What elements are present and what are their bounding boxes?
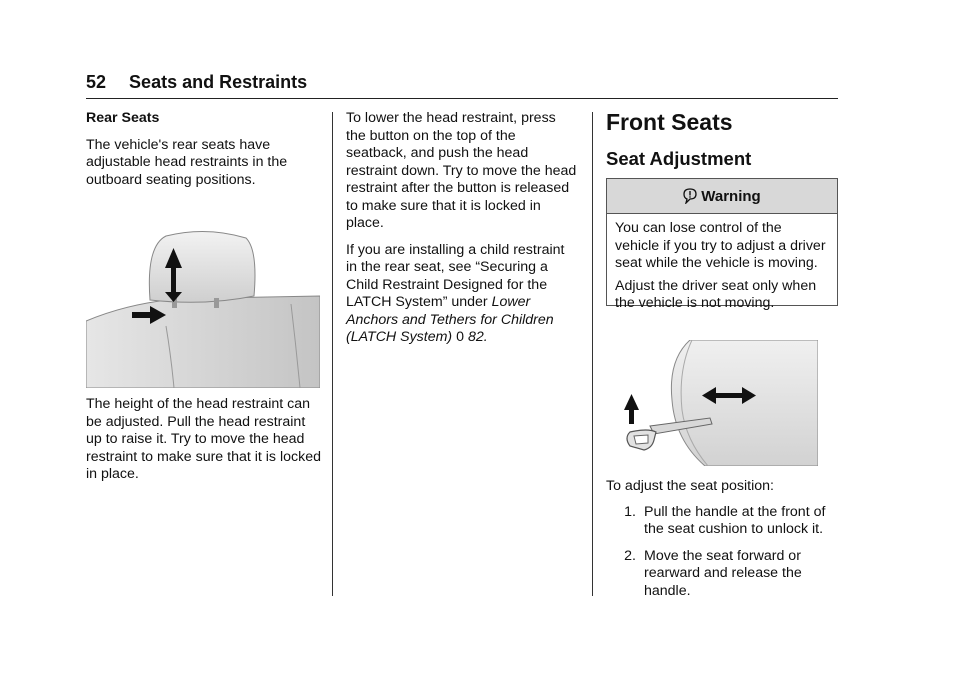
front-seats-heading: Front Seats bbox=[606, 109, 733, 135]
column-2 bbox=[346, 110, 578, 356]
warning-box bbox=[606, 178, 838, 311]
rear-seats-intro: The vehicle's rear seats have adjustable head restraints in the outboard seating positions. bbox=[86, 136, 288, 188]
child-restraint-text: If you are installing a child restraint in the rear seat, see “Securing a Child Restraint Designed for the LATCH System” under Lower Anchors and Tethers for Children (LATCH System) 0 82. bbox=[346, 241, 565, 345]
list-item bbox=[606, 504, 838, 539]
seat-adjust-intro: To adjust the seat position: bbox=[606, 478, 774, 494]
column-divider-2 bbox=[592, 112, 593, 596]
head-restraint-figure bbox=[86, 226, 320, 388]
warning-title: Warning bbox=[701, 187, 761, 205]
step-text: Move the seat forward or rearward and release the handle. bbox=[644, 547, 802, 599]
warning-text-1: You can lose control of the vehicle if you try to adjust a driver seat while the vehicle is moving. bbox=[615, 220, 826, 271]
step-text: Pull the handle at the front of the seat cushion to unlock it. bbox=[644, 503, 826, 537]
seat-adjust-figure bbox=[620, 340, 818, 466]
warning-header bbox=[607, 179, 837, 214]
step-number: 1. bbox=[624, 503, 636, 520]
step-number: 2. bbox=[624, 547, 636, 564]
page-header bbox=[86, 72, 307, 93]
list-item bbox=[606, 548, 838, 601]
section-title: Seats and Restraints bbox=[129, 72, 308, 92]
seat-adjustment-heading: Seat Adjustment bbox=[606, 148, 752, 169]
column-1 bbox=[86, 110, 322, 198]
page-ref-icon: 0 bbox=[456, 329, 464, 345]
rear-seats-subheading: Rear Seats bbox=[86, 110, 160, 126]
page-number: 52 bbox=[86, 72, 107, 92]
header-rule bbox=[86, 98, 838, 99]
head-restraint-adjust-text: The height of the head restraint can be adjusted. Pull the head restraint up to raise it. Try to move the head restraint to make sure that it is locked in place. bbox=[86, 396, 321, 482]
lower-restraint-text: To lower the head restraint, press the button on the top of the seatback, and push the head restraint down. Try to move the head restraint after the button is released to make sure that it is locked in place. bbox=[346, 110, 577, 231]
seat-adjust-instructions bbox=[606, 478, 838, 609]
latch-reference[interactable]: Lower Anchors and Tethers for Children (LATCH System) bbox=[346, 294, 554, 345]
warning-icon bbox=[683, 188, 697, 204]
page-ref-number[interactable]: 82. bbox=[467, 329, 488, 345]
warning-body bbox=[607, 214, 837, 324]
column-divider-1 bbox=[332, 112, 333, 596]
warning-text-2: Adjust the driver seat only when the vehicle is not moving. bbox=[615, 277, 817, 311]
